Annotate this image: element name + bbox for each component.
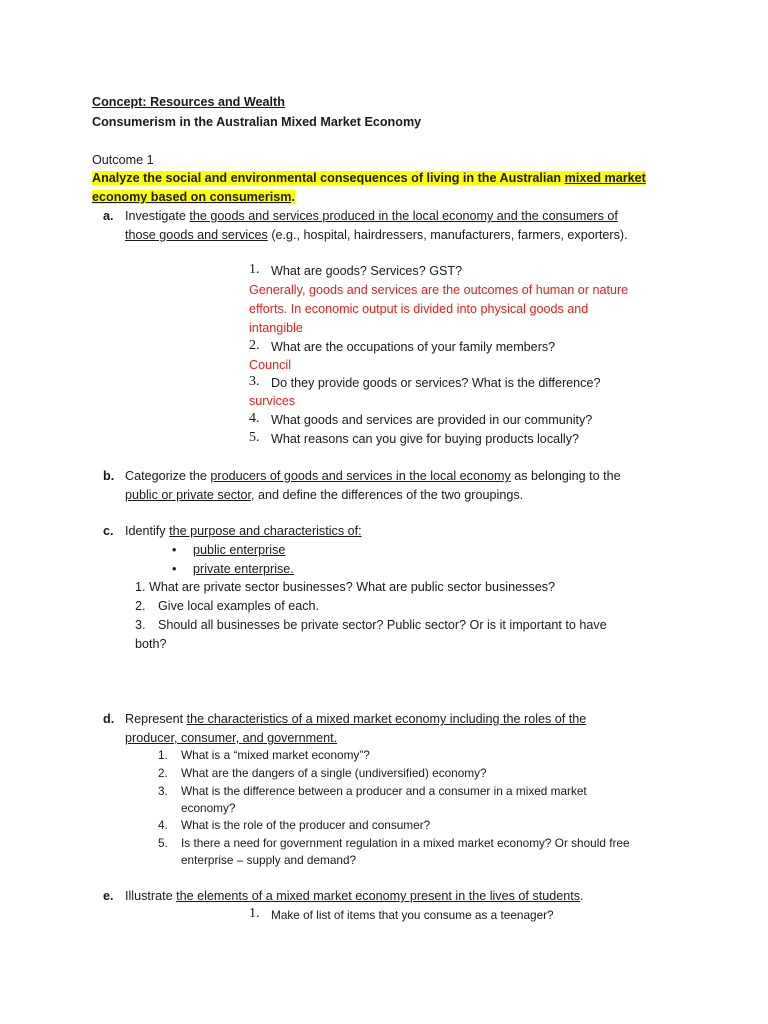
section-a-letter: a. (103, 209, 114, 223)
c-q3-cont: both? (135, 637, 167, 651)
a-q1-text: What are goods? Services? GST? (271, 264, 463, 278)
d-q5-text-cont: enterprise – supply and demand? (181, 853, 357, 867)
outcome-text: Analyze the social and environmental consequences of living in the Australian (92, 171, 565, 185)
section-b-underlined-2: public or private sector (125, 488, 251, 502)
outcome-underlined-2: economy based on consumerism (92, 190, 292, 204)
outcome-period: . (291, 190, 295, 204)
a-q3-text: Do they provide goods or services? What is the difference? (271, 376, 601, 390)
a-q1-answer-line2: efforts. In economic output is divided into physical goods and (249, 302, 589, 316)
outcome-description-line2 (92, 189, 295, 205)
section-b-line2 (125, 487, 523, 503)
bullet-icon: • (172, 543, 177, 557)
section-b-letter: b. (103, 469, 115, 483)
section-d-underlined: the characteristics of a mixed market economy including the roles of the (186, 712, 587, 726)
section-d-line2: producer, consumer, and government. (125, 731, 338, 745)
section-d-line1 (125, 711, 586, 727)
d-q4-text: What is the role of the producer and consumer? (181, 818, 431, 832)
section-e-underlined: the elements of a mixed market economy present in the lives of students (176, 889, 581, 903)
c-bullet-public: public enterprise (193, 543, 286, 557)
d-q3-number: 3. (158, 784, 168, 798)
c-q3-number: 3. (135, 618, 146, 632)
d-q2-text: What are the dangers of a single (undiversified) economy? (181, 766, 487, 780)
outcome-description-line1 (92, 170, 646, 186)
a-q5-text: What reasons can you give for buying products locally? (271, 432, 580, 446)
section-e-verb: Illustrate (125, 889, 177, 903)
a-q1-number: 1. (249, 262, 260, 277)
section-c-line1 (125, 523, 362, 539)
concept-heading: Concept: Resources and Wealth (92, 95, 285, 109)
e-q1-number: 1. (249, 906, 260, 921)
section-d-letter: d. (103, 712, 115, 726)
c-q3: Should all businesses be private sector? Public sector? Or is it important to have (158, 618, 607, 632)
section-c-underlined: the purpose and characteristics of: (169, 524, 362, 538)
a-q1-answer-line1: Generally, goods and services are the outcomes of human or nature (249, 283, 629, 297)
section-b-rest-2: , and define the differences of the two groupings. (251, 488, 524, 502)
section-a-verb: Investigate (125, 209, 190, 223)
a-q2-text: What are the occupations of your family members? (271, 340, 556, 354)
section-a-examples: (e.g., hospital, hairdressers, manufacturers, farmers, exporters). (267, 228, 628, 242)
e-q1-text: Make of list of items that you consume as a teenager? (271, 908, 554, 922)
c-q1: 1. What are private sector businesses? What are public sector businesses? (135, 580, 555, 594)
d-q3-text: What is the difference between a producer and a consumer in a mixed market (181, 784, 587, 798)
a-q4-text: What goods and services are provided in our community? (271, 413, 593, 427)
a-q2-answer: Council (249, 358, 291, 372)
section-a-underlined-2: those goods and services (125, 228, 268, 242)
a-q3-answer: survices (249, 394, 296, 408)
section-e-letter: e. (103, 889, 114, 903)
section-e-period: . (580, 889, 584, 903)
d-q1-number: 1. (158, 748, 168, 762)
c-q2: Give local examples of each. (158, 599, 320, 613)
section-c-letter: c. (103, 524, 114, 538)
outcome-underlined: mixed market (564, 171, 646, 185)
section-a-underlined: the goods and services produced in the local economy and the consumers of (189, 209, 618, 223)
document-title: Consumerism in the Australian Mixed Market Economy (92, 115, 422, 129)
c-bullet-private: private enterprise. (193, 562, 294, 576)
outcome-label: Outcome 1 (92, 153, 154, 167)
section-a-line1 (125, 208, 618, 224)
a-q2-number: 2. (249, 338, 260, 353)
section-c-verb: Identify (125, 524, 170, 538)
section-b-verb: Categorize the (125, 469, 211, 483)
d-q5-number: 5. (158, 836, 168, 850)
a-q1-answer-line3: intangible (249, 321, 303, 335)
a-q4-number: 4. (249, 411, 260, 426)
section-d-verb: Represent (125, 712, 187, 726)
section-b-line1 (125, 468, 621, 484)
c-q2-number: 2. (135, 599, 146, 613)
bullet-icon: • (172, 562, 177, 576)
section-b-underlined: producers of goods and services in the local economy (210, 469, 511, 483)
d-q1-text: What is a “mixed market economy”? (181, 748, 370, 762)
section-b-rest: as belonging to the (510, 469, 621, 483)
d-q5-text: Is there a need for government regulation in a mixed market economy? Or should free (181, 836, 630, 850)
d-q4-number: 4. (158, 818, 168, 832)
section-e-line1 (125, 888, 584, 904)
a-q5-number: 5. (249, 430, 260, 445)
section-a-line2 (125, 227, 628, 243)
d-q3-text-cont: economy? (181, 801, 236, 815)
a-q3-number: 3. (249, 374, 260, 389)
d-q2-number: 2. (158, 766, 168, 780)
